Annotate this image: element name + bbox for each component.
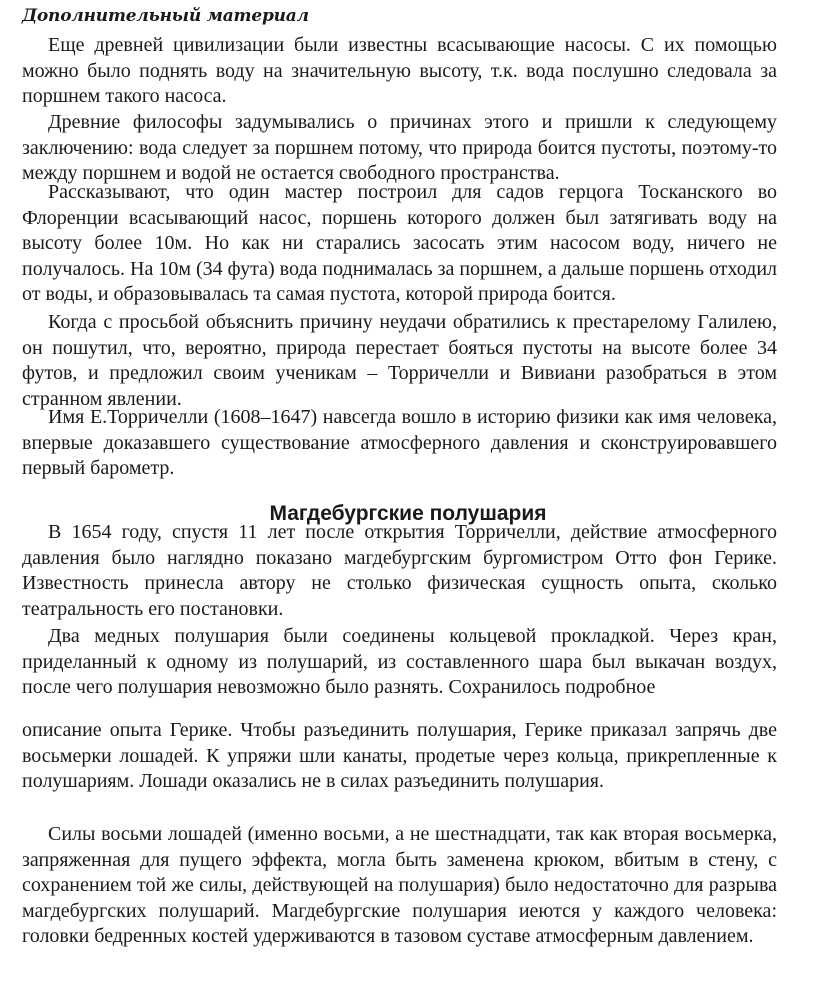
magdeburg-paragraph-1: В 1654 году, спустя 11 лет после открытия Торричелли, действие атмосферного давления было наглядно показано магдебургским бургомистром Отто фон Герике. Известность принесла автору не столько физическая сущность опыта, сколько театральность его постановки. <box>22 521 777 620</box>
intro-paragraph-1: Еще древней цивилизации были известны всасывающие насосы. С их помощью можно было поднять воду на значительную высоту, т.к. вода послушно следовала за поршнем такого насоса. <box>22 34 777 108</box>
magdeburg-paragraph-2: Два медных полушария были соединены кольцевой прокладкой. Через кран, приделанный к одному из полушарий, из составленного шара был выкачан воздух, после чего полушария невозможно было разнять. Сохранилось подробное <box>22 625 777 699</box>
intro-paragraph-3: Рассказывают, что один мастер построил для садов герцога Тосканского во Флоренции всасывающий насос, поршень которого должен был затягивать воду на высоту более 10м. Но как ни старались засосать этим насосом воду, ничего не получалось. На 10м (34 фута) вода поднималась за поршнем, а дальше поршень отходил от воды, и образовывалась та самая пустота, которой природа боится. <box>22 181 777 306</box>
section-label: Дополнительный материал <box>22 6 309 26</box>
magdeburg-paragraph-4: Силы восьми лошадей (именно восьми, а не шестнадцати, так как вторая восьмерка, запряженная для пущего эффекта, могла быть заменена крюком, вбитым в стену, с сохранением той же силы, действующей на полушария) было недостаточно для разрыва магдебургских полушарий. Магдебургские полушария иеются у каждого человека: головки бедренных костей удерживаются в тазовом суставе атмосферным давлением. <box>22 823 777 948</box>
magdeburg-paragraph-3: описание опыта Герике. Чтобы разъединить полушария, Герике приказал запрячь две восьмерки лошадей. К упряжи шли канаты, продетые через кольца, прикрепленные к полушариям. Лошади оказались не в силах разъединить полушария. <box>22 719 777 793</box>
intro-paragraph-4: Когда с просьбой объяснить причину неудачи обратились к престарелому Галилею, он пошутил, что, вероятно, природа перестает бояться пустоты на высоте более 34 футов, и предложил своим ученикам – Торричелли и Вивиани разобраться в этом странном явлении. <box>22 311 777 410</box>
intro-paragraph-2: Древние философы задумывались о причинах этого и пришли к следующему заключению: вода следует за поршнем потому, что природа боится пустоты, поэтому-то между поршнем и водой не остается свободного пространства. <box>22 111 777 185</box>
intro-paragraph-5: Имя Е.Торричелли (1608–1647) навсегда вошло в историю физики как имя человека, впервые доказавшего существование атмосферного давления и сконструировавшего первый барометр. <box>22 406 777 480</box>
section-heading: Магдебургские полушария <box>269 502 547 525</box>
